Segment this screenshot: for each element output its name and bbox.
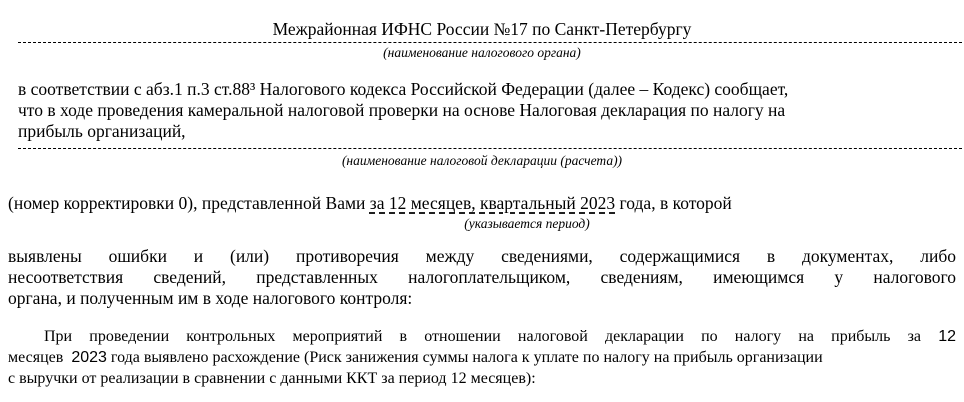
declaration-caption: (наименование налоговой декларации (расчета)) [341,153,623,168]
intro-line: прибыль организаций, [18,121,186,141]
control-line-2 [8,347,956,368]
period-value: за 12 месяцев, квартальный 2023 [369,193,616,213]
findings-paragraph [8,246,956,309]
tax-organ-name: Межрайонная ИФНС России №17 по Санкт-Петербургу [272,19,692,39]
period-year-number: 2023 [71,349,107,366]
tax-organ-caption: (наименование налогового органа) [383,45,581,60]
period-line [8,192,732,214]
findings-line: несоответствия сведений, представленных налогоплательщиком, сведениям, имеющимся у налогового [8,267,956,287]
period-prefix: (номер корректировки 0), представленной Вами [8,193,366,213]
declaration-name-underline [18,148,962,149]
findings-line: органа, и полученным им в ходе налогового контроля: [8,288,413,308]
intro-line: что в ходе проведения камеральной налоговой проверки на основе Налоговая декларация по налогу на [18,100,786,120]
period-suffix: года, в которой [619,193,732,213]
control-line-1-text: При проведении контрольных мероприятий в отношении налоговой декларации по налогу на прибыль за [44,328,922,345]
control-line-2-text: года выявлено расхождение (Риск занижения суммы налога к уплате по налогу на прибыль организации [110,349,823,366]
intro-line: в соответствии с абз.1 п.3 ст.88³ Налогового кодекса Российской Федерации (далее – Кодекс) сообщает, [18,79,789,99]
organ-name-underline [18,42,962,43]
period-caption: (указывается период) [464,216,590,231]
findings-line: выявлены ошибки и (или) противоречия между сведениями, содержащимися в документах, либо [8,246,956,266]
control-paragraph [8,326,956,389]
intro-paragraph [18,79,958,142]
period-months-number: 12 [938,328,956,345]
months-word: месяцев [8,349,64,366]
control-line-3: с выручки от реализации в сравнении с данными ККТ за период 12 месяцев): [8,370,536,387]
control-line-1 [8,326,956,347]
